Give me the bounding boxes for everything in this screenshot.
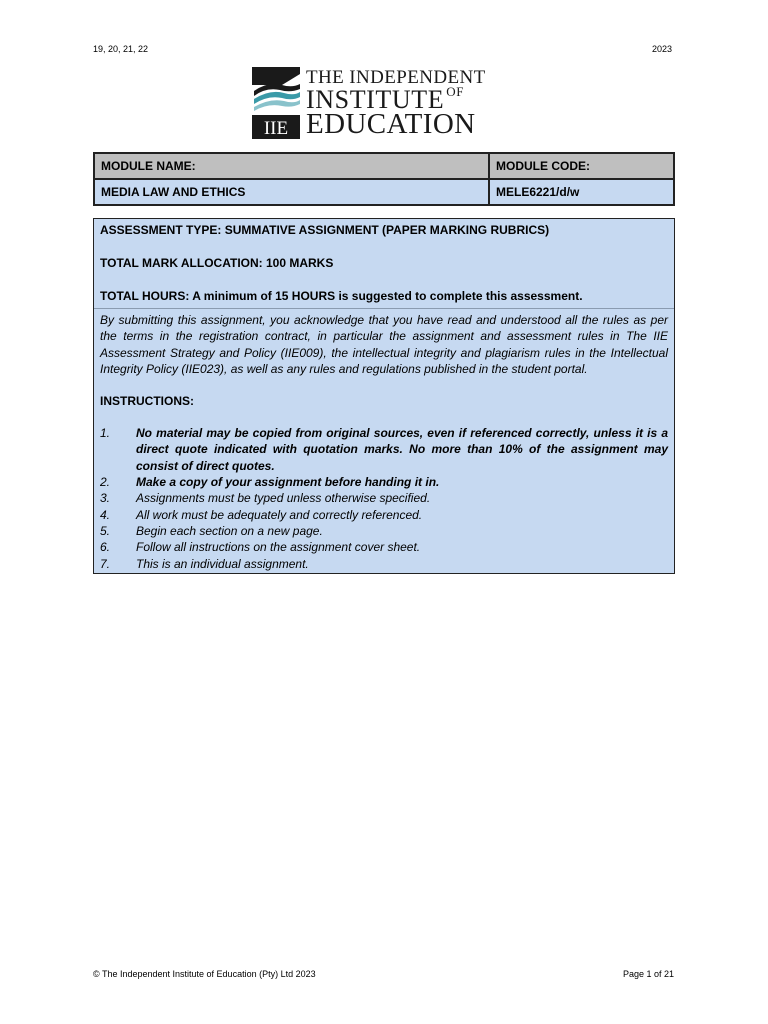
module-table (93, 152, 675, 206)
instruction-number: 2. (100, 475, 111, 490)
instruction-text: All work must be adequately and correctly referenced. (136, 507, 423, 522)
logo-line-3: EDUCATION (306, 108, 476, 140)
instruction-item (100, 523, 668, 539)
iie-logo-mark-icon (252, 67, 302, 139)
module-code-header: MODULE CODE: (489, 153, 674, 179)
instruction-number: 4. (100, 507, 111, 522)
instruction-item (100, 507, 668, 523)
module-name-header: MODULE NAME: (94, 153, 489, 179)
assessment-instructions-section (94, 309, 674, 573)
logo-line-1: THE INDEPENDENT (306, 67, 486, 88)
assessment-box (93, 218, 675, 574)
instruction-text: No material may be copied from original sources, even if referenced correctly, unless it is a direct quote indicated with quotation marks. No more than 10% of the assignment may consist of direct quotes. (136, 426, 668, 473)
declaration-paragraph: By submitting this assignment, you acknowledge that you have read and understood all the rules as per the terms in the registration contract, in particular the assignment and assessment rules in The IIE Assessment Strategy and Policy (IIE009), the intellectual integrity and plagiarism rules in the Intellectual Integrity Policy (IIE023), as well as any rules and regulations published in the student portal. (100, 313, 668, 376)
footer-copyright: © The Independent Institute of Education (Pty) Ltd 2023 (93, 969, 316, 979)
module-table-value-row (94, 179, 674, 205)
module-table-header-row (94, 153, 674, 179)
instruction-item (100, 539, 668, 555)
instruction-item (100, 556, 668, 572)
header-module-numbers: 19, 20, 21, 22 (93, 44, 149, 54)
instruction-text: Assignments must be typed unless otherwise specified. (136, 491, 431, 506)
assessment-type: ASSESSMENT TYPE: SUMMATIVE ASSIGNMENT (PAPER MARKING RUBRICS) (100, 223, 550, 237)
instruction-number: 1. (100, 426, 111, 441)
instruction-item (100, 490, 668, 506)
instruction-text: Begin each section on a new page. (136, 523, 323, 538)
total-hours: TOTAL HOURS: A minimum of 15 HOURS is suggested to complete this assessment. (100, 289, 583, 303)
instruction-number: 7. (100, 556, 111, 571)
instructions-list (100, 425, 668, 572)
instruction-number: 3. (100, 491, 111, 506)
instruction-number: 5. (100, 523, 111, 538)
module-code-value: MELE6221/d/w (489, 179, 674, 205)
logo-line-2-of: OF (446, 84, 465, 99)
instruction-text: Make a copy of your assignment before handing it in. (136, 475, 440, 490)
total-mark-allocation: TOTAL MARK ALLOCATION: 100 MARKS (100, 256, 334, 270)
instruction-number: 6. (100, 540, 111, 555)
instruction-text: This is an individual assignment. (136, 556, 309, 571)
instruction-item (100, 474, 668, 490)
module-name-value: MEDIA LAW AND ETHICS (94, 179, 489, 205)
instructions-heading: INSTRUCTIONS: (100, 394, 194, 409)
instruction-item (100, 425, 668, 474)
instruction-text: Follow all instructions on the assignment cover sheet. (136, 540, 421, 555)
iie-logo (252, 67, 518, 139)
assessment-summary (94, 219, 674, 309)
header-year: 2023 (652, 44, 673, 54)
logo-mark-text: IIE (263, 118, 289, 139)
logo-line-2-main: INSTITUTE (306, 85, 445, 114)
footer-page-number: Page 1 of 21 (623, 969, 675, 979)
